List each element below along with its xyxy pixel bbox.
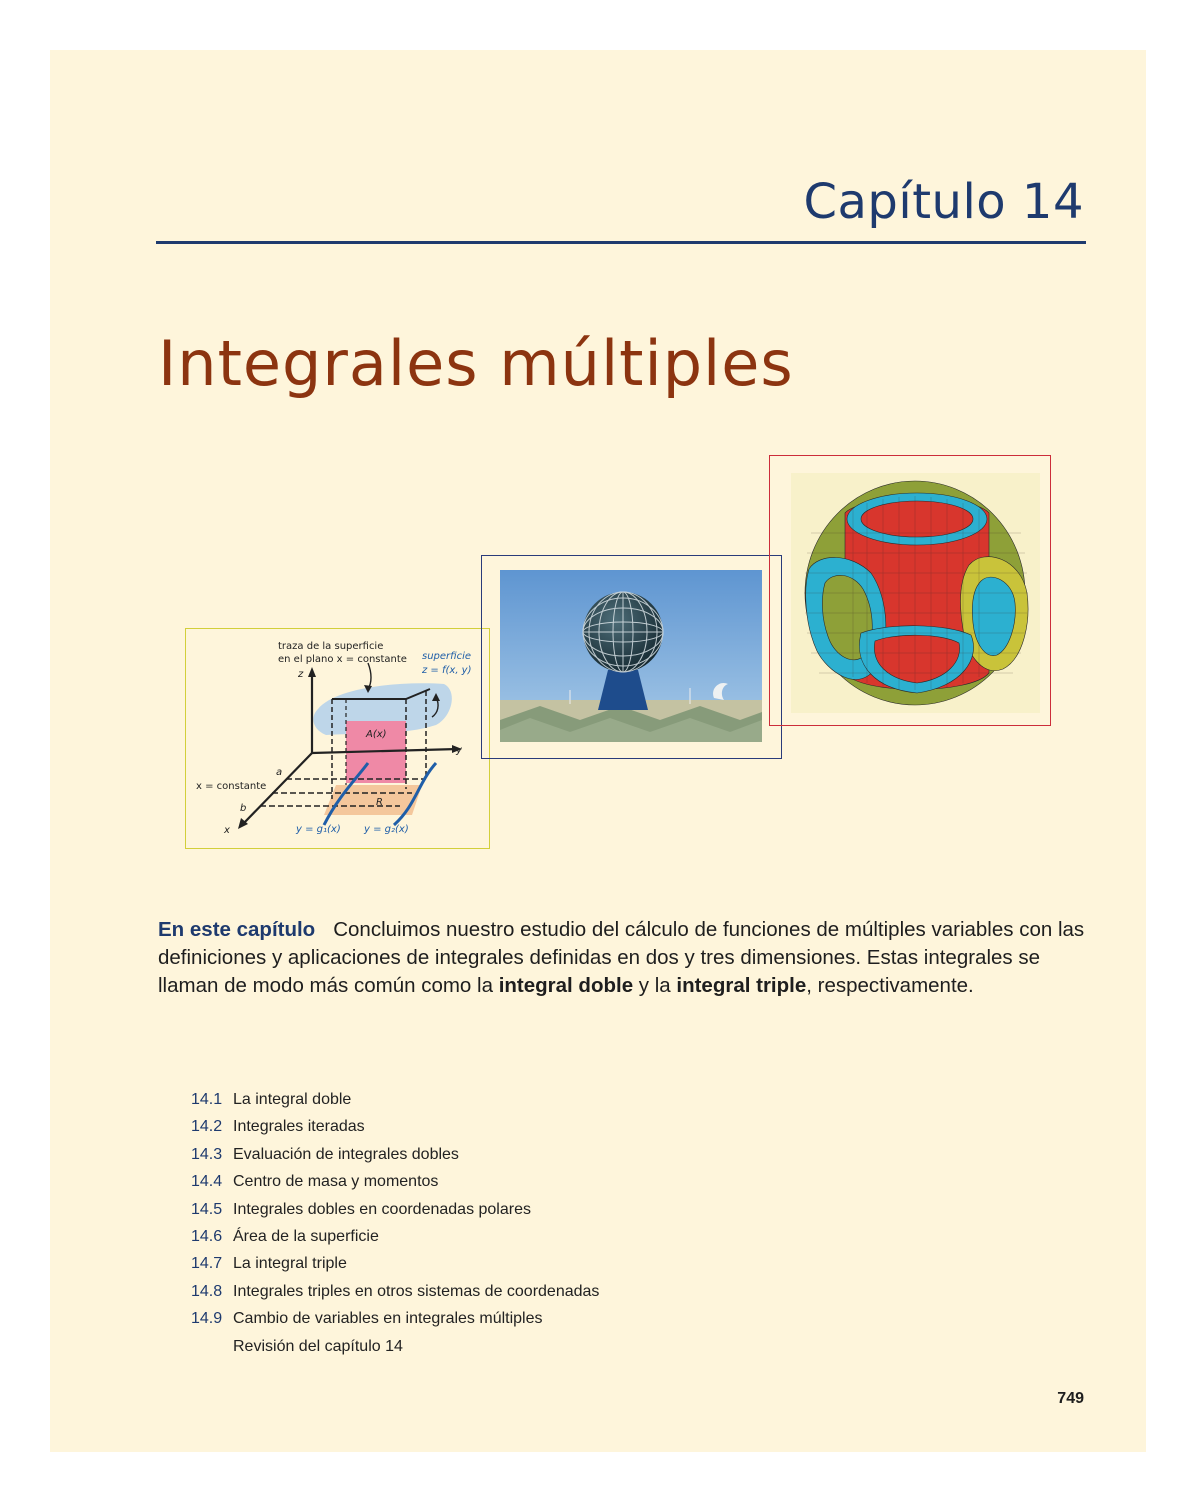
tick-b-label: b bbox=[240, 803, 247, 814]
curve2-label: y = g₂(x) bbox=[364, 824, 409, 835]
section-number: 14.2 bbox=[191, 1118, 223, 1136]
x-constant-label: x = constante bbox=[196, 781, 267, 792]
section-item bbox=[191, 1250, 599, 1277]
section-title: Cambio de variables en integrales múltiples bbox=[233, 1310, 543, 1328]
section-number: 14.9 bbox=[191, 1310, 223, 1328]
section-title: Integrales triples en otros sistemas de coordenadas bbox=[233, 1282, 600, 1300]
figure-surface-frame bbox=[769, 455, 1051, 726]
intro-text-1: Concluimos nuestro estudio del cálculo de funciones de múltiples variables con las definiciones y aplicaciones de integrales definidas en dos y tres dimensiones. Estas integrales se llaman de modo más común como la bbox=[158, 917, 1085, 997]
figure-diagram-frame bbox=[185, 628, 490, 849]
figure-photo-frame bbox=[481, 555, 782, 759]
chapter-label: Capítulo 14 bbox=[803, 174, 1084, 230]
section-item bbox=[191, 1278, 599, 1305]
intro-text-2: y la bbox=[633, 973, 677, 997]
surface-label-line2: z = f(x, y) bbox=[422, 665, 472, 676]
section-item bbox=[191, 1141, 599, 1168]
section-item bbox=[191, 1113, 599, 1140]
chapter-title: Integrales múltiples bbox=[158, 327, 794, 400]
section-item bbox=[191, 1305, 599, 1332]
section-title: La integral doble bbox=[233, 1091, 352, 1108]
section-number: 14.1 bbox=[191, 1091, 223, 1108]
section-number: 14.8 bbox=[191, 1282, 223, 1300]
section-number: 14.5 bbox=[191, 1200, 223, 1218]
section-number: 14.7 bbox=[191, 1255, 223, 1273]
section-title: Integrales dobles en coordenadas polares bbox=[233, 1200, 531, 1218]
section-item bbox=[191, 1333, 599, 1360]
iterated-integral-diagram bbox=[186, 629, 488, 847]
surface-label-line1: superficie bbox=[422, 651, 472, 662]
section-item bbox=[191, 1168, 599, 1195]
section-title: La integral triple bbox=[233, 1255, 347, 1273]
section-item bbox=[191, 1196, 599, 1223]
page-number: 749 bbox=[1057, 1390, 1084, 1407]
section-title: Revisión del capítulo 14 bbox=[233, 1337, 403, 1355]
intersecting-cylinders-plot bbox=[791, 473, 1040, 713]
section-item bbox=[191, 1086, 599, 1113]
tick-a-label: a bbox=[276, 767, 283, 778]
sphere-sculpture-photo bbox=[500, 570, 762, 742]
axis-y-label: y bbox=[456, 745, 462, 756]
intro-text-3: , respectivamente. bbox=[806, 973, 974, 997]
section-item bbox=[191, 1223, 599, 1250]
trace-label-line1: traza de la superficie bbox=[278, 641, 384, 652]
trace-label-line2: en el plano x = constante bbox=[278, 654, 407, 665]
axis-z-label: z bbox=[298, 669, 304, 680]
section-title: Integrales iteradas bbox=[233, 1118, 365, 1136]
curve1-label: y = g₁(x) bbox=[296, 824, 341, 835]
section-list bbox=[191, 1086, 599, 1360]
section-title: Evaluación de integrales dobles bbox=[233, 1145, 459, 1163]
section-number: 14.6 bbox=[191, 1227, 223, 1245]
intro-lead: En este capítulo bbox=[158, 917, 316, 941]
book-page bbox=[50, 50, 1146, 1452]
section-number: 14.4 bbox=[191, 1173, 223, 1191]
section-title: Área de la superficie bbox=[233, 1227, 379, 1245]
intro-term-double: integral doble bbox=[498, 973, 634, 997]
section-title: Centro de masa y momentos bbox=[233, 1173, 439, 1191]
region-label: R bbox=[376, 797, 383, 808]
intro-paragraph bbox=[158, 916, 1088, 1000]
area-label: A(x) bbox=[366, 729, 387, 740]
intro-term-triple: integral triple bbox=[676, 973, 807, 997]
axis-x-label: x bbox=[224, 825, 230, 836]
chapter-rule bbox=[156, 241, 1086, 244]
section-number: 14.3 bbox=[191, 1145, 223, 1163]
